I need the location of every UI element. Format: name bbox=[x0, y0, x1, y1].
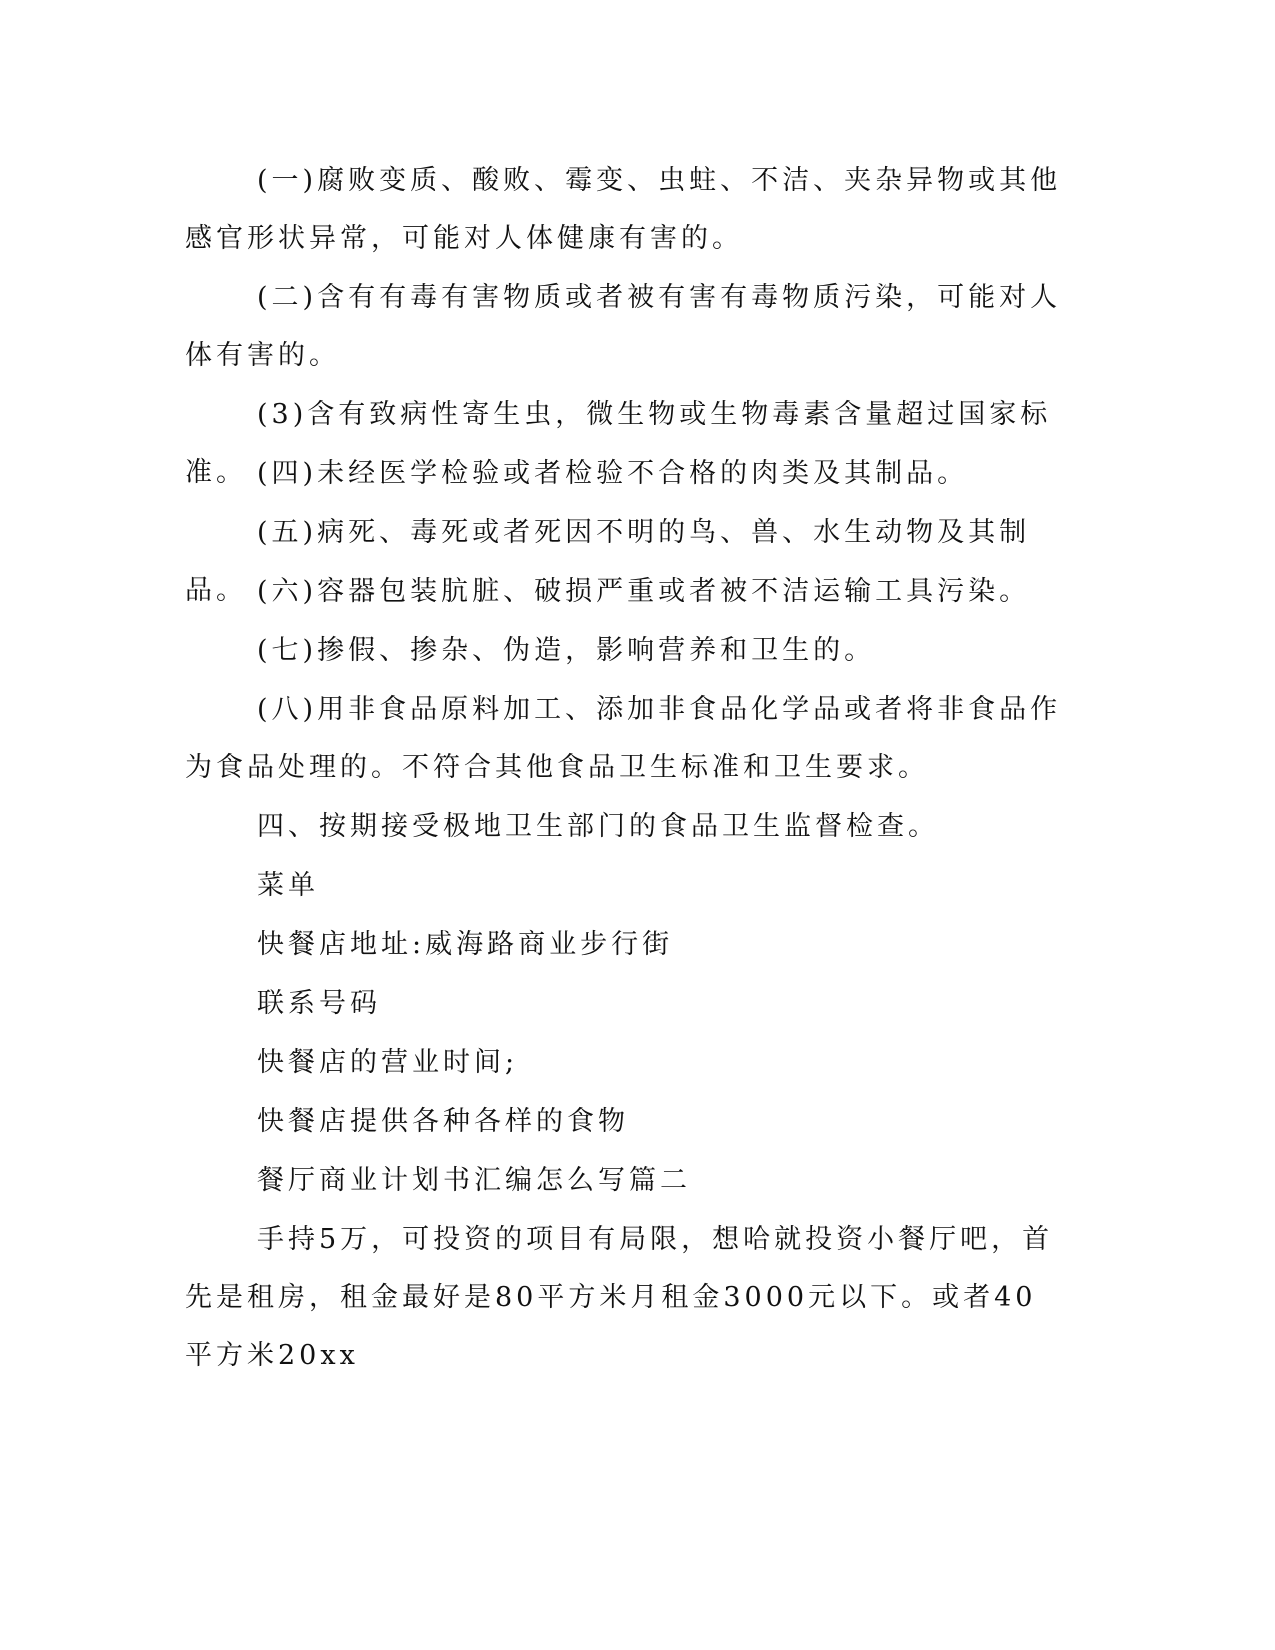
paragraph-text: (七)掺假、掺杂、伪造，影响营养和卫生的。 bbox=[257, 635, 876, 666]
paragraph-item-4 bbox=[185, 445, 1065, 503]
paragraph-food bbox=[185, 1093, 1065, 1151]
paragraph-item-8 bbox=[185, 681, 1065, 797]
paragraph-item-7 bbox=[185, 622, 1065, 680]
paragraph-text: 四、按期接受极地卫生部门的食品卫生监督检查。 bbox=[257, 811, 939, 842]
paragraph-text: (一)腐败变质、酸败、霉变、虫蛀、不洁、夹杂异物或其他感官形状异常，可能对人体健康有害的。 bbox=[185, 165, 1062, 254]
paragraph-chapter-title bbox=[185, 1152, 1065, 1210]
paragraph-text: 餐厅商业计划书汇编怎么写篇二 bbox=[257, 1165, 691, 1196]
paragraph-text: 手持5万，可投资的项目有局限，想哈就投资小餐厅吧，首先是租房，租金最好是80平方米月租金3000元以下。或者40平方米20xx bbox=[185, 1224, 1054, 1371]
paragraph-text: 快餐店提供各种各样的食物 bbox=[257, 1106, 629, 1137]
paragraph-item-2 bbox=[185, 269, 1065, 385]
paragraph-text: (二)含有有毒有害物质或者被有害有毒物质污染，可能对人体有害的。 bbox=[185, 282, 1062, 371]
paragraph-text: (四)未经医学检验或者检验不合格的肉类及其制品。 bbox=[257, 458, 969, 489]
paragraph-text: (五)病死、毒死或者死因不明的鸟、兽、水生动物及其制品。 bbox=[185, 517, 1031, 606]
paragraph-text: 菜单 bbox=[257, 870, 319, 901]
paragraph-hours bbox=[185, 1034, 1065, 1092]
paragraph-text: (八)用非食品原料加工、添加非食品化学品或者将非食品作为食品处理的。不符合其他食品卫生标准和卫生要求。 bbox=[185, 694, 1062, 783]
paragraph-menu-title bbox=[185, 857, 1065, 915]
paragraph-section-heading bbox=[185, 798, 1065, 856]
paragraph-item-6 bbox=[185, 563, 1065, 621]
paragraph-investment bbox=[185, 1211, 1065, 1385]
paragraph-text: (六)容器包装肮脏、破损严重或者被不洁运输工具污染。 bbox=[257, 576, 1031, 607]
paragraph-text: (3)含有致病性寄生虫，微生物或生物毒素含量超过国家标准。 bbox=[185, 399, 1052, 488]
paragraph-text: 快餐店的营业时间; bbox=[257, 1047, 519, 1078]
paragraph-text: 快餐店地址:威海路商业步行街 bbox=[257, 929, 674, 960]
paragraph-item-1 bbox=[185, 152, 1065, 268]
paragraph-phone bbox=[185, 975, 1065, 1033]
paragraph-text: 联系号码 bbox=[257, 988, 381, 1019]
paragraph-address bbox=[185, 916, 1065, 974]
